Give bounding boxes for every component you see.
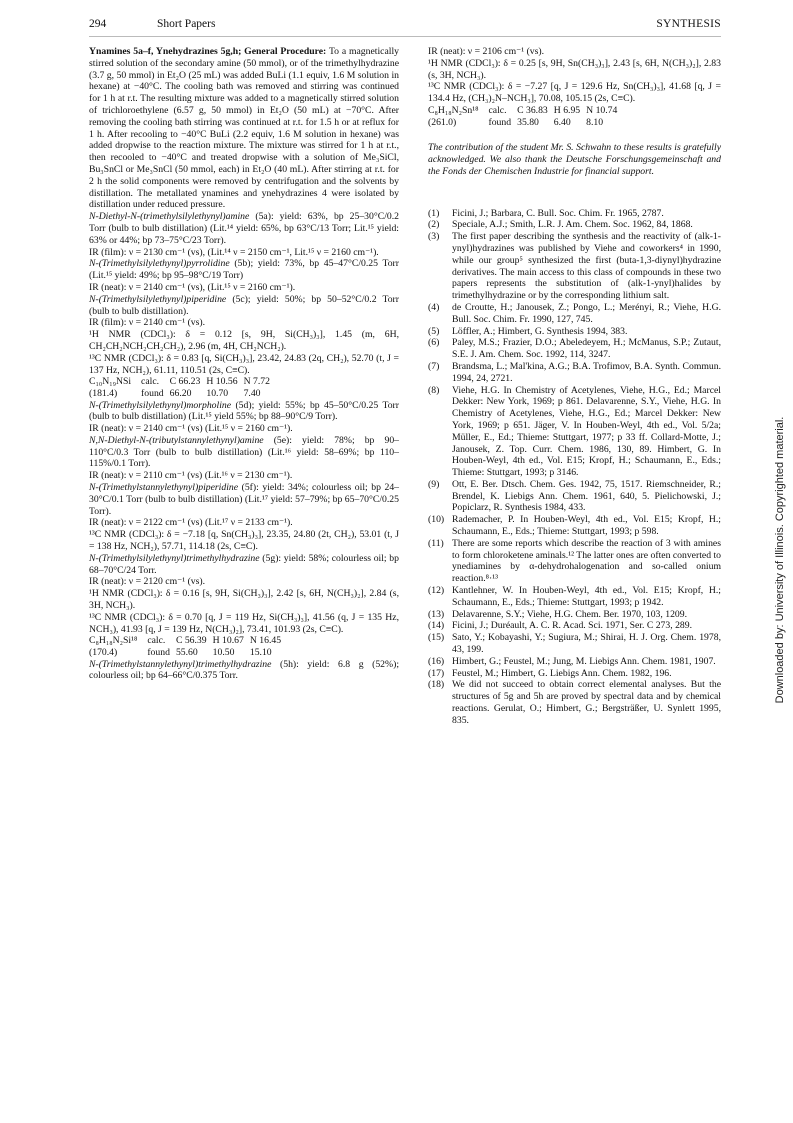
- compound-name: N-(Trimethylsilylethynyl)piperidine: [89, 293, 227, 305]
- compound-summary: : yield: 6.8 g (52%); colourless oil; bp 64–66°C/0.375 Torr.: [89, 658, 400, 682]
- reference-number: (17): [428, 667, 445, 679]
- compound-entry: [89, 659, 399, 683]
- reference-number: (1): [428, 207, 440, 219]
- reference-number: (2): [428, 219, 440, 231]
- compound-entry: [89, 400, 399, 424]
- reference-number: (16): [428, 655, 445, 667]
- compound-label: (5a): [255, 211, 271, 223]
- compound-name: N-Diethyl-N-(trimethylsilylethynyl)amine: [89, 211, 250, 223]
- compound-summary: ; yield: 73%, bp 45–47°C/0.25 Torr (Lit.¹⁵ yield: 49%; bp 95–98°C/19 Torr): [89, 258, 400, 282]
- reference-number: (9): [428, 478, 440, 490]
- analysis-row: [428, 117, 623, 129]
- reference-text: Ott, E. Ber. Dtsch. Chem. Ges. 1942, 75, 1517. Riemschneider, R.; Brendel, K. Liebigs Ann. Chem. 1961, 640, 5. Pielichowski, J.; Popiclarz, R. Synthesis 1984, 433.: [452, 478, 721, 514]
- analysis-value: 8.10: [586, 116, 604, 128]
- reference-item: [428, 656, 721, 668]
- analysis-value: H 10.56: [206, 376, 238, 388]
- right-column: [428, 46, 721, 727]
- analysis-label: found: [141, 387, 164, 399]
- analysis-formula: (181.4): [89, 387, 118, 399]
- analysis-row: [89, 647, 287, 659]
- spectral-data: IR (neat): ν = 2122 cm⁻¹ (vs) (Lit.¹⁷ ν = 2133 cm⁻¹).: [89, 517, 293, 529]
- analysis-value: C 56.39: [175, 635, 207, 647]
- procedure-text: To a magnetically stirred solution of the secondary amine (50 mmol), or of the trimethylhydrazine (3.7 g, 50 mmol) in Et₂O (25 mL) was added BuLi (1.1 equiv, 1.6 M solution in hexane) at −40°C. The cooling bath was removed and stirring was continued for 1 h at r.t. The resulting mixture was added to a magnetically stirred solution of trichloroethylene (6.57 g, 50 mmol) in Et₂O (50 mL) at −70°C. After removing the cooling bath stirring was continued at r.t. for 1.5 h or at reflux for 1 h. After recooling to −40°C BuLi (2.2 equiv, 1.6 M solution in hexane) was added dropwise to the reaction mixture. The mixture was stirred for 1 h at r.t., then recooled to −40°C and treated dropwise with a solution of Me₃SiCl, Bu₃SnCl or Me₃SnCl (50 mmol, each) in Et₂O (40 mL). After stirring at r.t. for 2 h the solid components were removed by centrifugation and the solvents by distillation. The metallated ynamines and ynehydrazines 4 were isolated by distillation under reduced pressure.: [89, 46, 400, 211]
- reference-item: [428, 679, 721, 726]
- procedure-paragraph: [89, 46, 399, 211]
- analysis-value: 55.60: [175, 647, 198, 659]
- spectral-data: ¹³C NMR (CDCl₃): δ = −7.27 [q, J = 129.6 Hz, Sn(CH₃)₃], 41.68 [q, J = 134.4 Hz, (CH₃)₂N–NCH₃], 70.08, 105.15 (2s, C≡C).: [428, 81, 721, 105]
- compound-entry: [89, 553, 399, 577]
- analysis-formula: (170.4): [89, 647, 118, 659]
- reference-number: (18): [428, 679, 445, 691]
- analysis-value: 15.10: [249, 647, 272, 659]
- analysis-label: calc.: [488, 104, 507, 116]
- reference-text: Ficini, J.; Duréault, A. C. R. Acad. Sci. 1971, Ser. C 273, 289.: [452, 620, 693, 632]
- reference-item: [428, 231, 721, 302]
- spectral-data: ¹H NMR (CDCl₃): δ = 0.16 [s, 9H, Si(CH₃)₃], 2.42 [s, 6H, N(CH₃)₂], 2.84 (s, 3H, NCH₃).: [89, 588, 399, 612]
- compound-entry: [89, 258, 399, 282]
- compound-summary: : yield: 63%, bp 25–30°C/0.2 Torr (bulb to bulb distillation) (Lit.¹⁴ yield: 65%, bp 63°C/13 Torr; Lit.¹⁵ yield: 63% or 44%; bp 73–75°C/23 Torr).: [89, 211, 399, 246]
- compound-summary: : yield: 78%; bp 90–110°C/0.3 Torr (bulb to bulb distillation) (Lit.¹⁶ yield: 58–69%; bp 110–115%/0.1 Torr).: [89, 434, 400, 470]
- page-number: 294: [89, 18, 107, 30]
- analysis-value: 35.80: [517, 116, 539, 128]
- reference-text: Paley, M.S.; Frazier, D.O.; Abeledeyem, H.; McManus, S.P.; Zutaut, S.E. J. Am. Chem. Soc. 1992, 114, 3247.: [452, 337, 721, 361]
- reference-text: We did not succeed to obtain correct elemental analyses. But the structures of 5g and 5h are proved by spectral data and by chemical reactions. Gerulat, O.; Himbert, G.; Bergsträßer, U. Synlett 1995, 835.: [452, 679, 721, 726]
- reference-text: Viehe, H.G. In Chemistry of Acetylenes, Viehe, H.G., Ed.; Marcel Dekker: New York, 1969; p 861. Delavarenne, S.Y., Viehe, H.G. In Chemistry of Acetylenes, Viehe, H.G., Ed.; Marcel Dekker: New York, 1969; p 651. Jäger, V. In Houben-Weyl, 4th ed., Vol. 5/2a; Müller, E., Ed.; Thieme: Stuttgart, 1977; p 33 ff. Collard-Motte, J.; Janousek, Z. Top. Curr. Chem. 1986, 130, 89. Himbert, G. In Houben-Weyl, 4th ed., Vol. E15; Kropf, H.; Schaumann, E., Eds.; Thieme: Stuttgart, 1993; p 3146.: [452, 384, 721, 479]
- download-watermark-text: Downloaded by: University of Illinois. Copyrighted material.: [774, 416, 786, 704]
- spectral-data: ¹H NMR (CDCl₃): δ = 0.25 [s, 9H, Sn(CH₃)₃], 2.43 [s, 6H, N(CH₃)₂], 2.83 (s, 3H, NCH₃).: [428, 57, 721, 81]
- spectral-data: IR (neat): ν = 2106 cm⁻¹ (vs).: [428, 46, 545, 57]
- reference-text: There are some reports which describe the reaction of 3 with amines to form chloroketene aminals.¹² The latter ones are often converted to ynediamines by α-dehydrohalogenation and so-called onium reaction.⁸·¹³: [452, 537, 721, 585]
- analysis-label: found: [488, 116, 512, 128]
- spectral-data: ¹³C NMR (CDCl₃): δ = −7.18 [q, Sn(CH₃)₃], 23.35, 24.80 (2t, CH₂), 53.01 (t, J = 138 Hz, NCH₂), 57.71, 114.18 (2s, C≡C).: [89, 529, 399, 553]
- compound-label: (5h): [280, 658, 297, 670]
- compound-name: N-(Trimethylsilylethynyl)pyrrolidine: [89, 258, 230, 270]
- compound-summary: : yield: 58%; colourless oil; bp 68–70°C/24 Torr.: [89, 552, 399, 576]
- analysis-label: found: [147, 647, 170, 659]
- page-header: [89, 18, 721, 37]
- section-title: Short Papers: [157, 18, 216, 30]
- reference-text: Feustel, M.; Himbert, G. Liebigs Ann. Chem. 1982, 196.: [452, 667, 672, 679]
- analysis-value: N 10.74: [586, 104, 618, 116]
- spectral-data: IR (neat): ν = 2110 cm⁻¹ (vs) (Lit.¹⁶ ν = 2130 cm⁻¹).: [89, 470, 293, 482]
- compound-entry: [89, 435, 399, 470]
- compound-list: [89, 211, 399, 682]
- reference-item: [428, 385, 721, 479]
- reference-text: Kantlehner, W. In Houben-Weyl, 4th ed., Vol. E15; Kropf, H.; Schaumann, E., Eds.; Thieme: Stuttgart, 1993; p 1942.: [452, 585, 721, 608]
- reference-item: [428, 620, 721, 632]
- analysis-value: 6.40: [553, 116, 571, 128]
- compound-summary: ; yield: 50%; bp 50–52°C/0.2 Torr (bulb to bulb distillation).: [89, 293, 399, 317]
- analysis-row: [89, 388, 276, 400]
- compound-label: (5e): [273, 434, 290, 446]
- analysis-value: C 36.83: [517, 104, 548, 116]
- analysis-value: N 7.72: [243, 376, 270, 388]
- reference-item: [428, 585, 721, 609]
- spectral-data: ¹H NMR (CDCl₃): δ = 0.12 [s, 9H, Si(CH₃)₃], 1.45 (m, 6H, CH₂CH₂NCH₂CH₂CH₂), 2.96 (m, 4H, CH₂NCH₂).: [89, 329, 399, 352]
- reference-item: [428, 302, 721, 326]
- procedure-title: Ynamines 5a–f, Ynehydrazines 5g,h; General Procedure:: [89, 46, 327, 57]
- analysis-value: H 10.67: [212, 635, 244, 647]
- compound-5h-data: [428, 46, 721, 128]
- compound-name: N-(Trimethylsilylethynyl)morpholine: [89, 399, 232, 411]
- analysis-formula: (261.0): [428, 116, 457, 128]
- elemental-analysis: [89, 376, 276, 399]
- reference-text: Speciale, A.J.; Smith, L.R. J. Am. Chem. Soc. 1962, 84, 1868.: [452, 219, 693, 231]
- reference-text: The first paper describing the synthesis and the reactivity of (alk-1-ynyl)hydrazines was published by Viehe and coworkers⁴ in 1990, while our group⁵ synthesized the first (buta-1,3-diynyl)hydrazine derivatives. The main access to this class of compounds in these two papers represents the substitution of (alk-1-ynyl)halides by trimethylhydrazine or by the corresponding lithium salt.: [452, 231, 721, 302]
- reference-number: (5): [428, 325, 440, 337]
- reference-number: (10): [428, 514, 445, 526]
- reference-item: [428, 219, 721, 231]
- reference-number: (11): [428, 537, 444, 549]
- compound-label: (5d): [235, 399, 252, 411]
- reference-item: [428, 632, 721, 656]
- reference-number: (13): [428, 608, 445, 620]
- elemental-analysis: [89, 635, 287, 658]
- analysis-formula: C₈H₁₈N₂Sn¹⁸: [428, 104, 479, 116]
- journal-name: SYNTHESIS: [656, 18, 721, 30]
- analysis-value: N 16.45: [249, 635, 282, 647]
- reference-number: (7): [428, 360, 440, 372]
- reference-text: Himbert, G.; Feustel, M.; Jung, M. Liebigs Ann. Chem. 1981, 1907.: [452, 655, 716, 667]
- spectral-data: IR (neat): ν = 2120 cm⁻¹ (vs).: [89, 576, 206, 588]
- compound-label: (5c): [232, 293, 248, 305]
- elemental-analysis: [428, 105, 623, 128]
- reference-list: [428, 208, 721, 727]
- reference-item: [428, 609, 721, 621]
- download-watermark: [772, 300, 788, 820]
- reference-number: (14): [428, 620, 445, 632]
- compound-entry: [89, 294, 399, 318]
- compound-entry: [89, 482, 399, 517]
- spectral-data: IR (film): ν = 2140 cm⁻¹ (vs).: [89, 317, 206, 329]
- analysis-value: 10.50: [212, 647, 235, 659]
- reference-text: Ficini, J.; Barbara, C. Bull. Soc. Chim. Fr. 1965, 2787.: [452, 207, 664, 219]
- analysis-value: 66.20: [169, 387, 192, 399]
- reference-text: Rademacher, P. In Houben-Weyl, 4th ed., Vol. E15; Kropf, H.; Schaumann, E., Eds.; Thieme: Stuttgart, 1993; p 598.: [452, 514, 721, 538]
- analysis-row: [428, 105, 623, 117]
- spectral-data: IR (film): ν = 2130 cm⁻¹ (vs), (Lit.¹⁴ ν = 2150 cm⁻¹, Lit.¹⁵ ν = 2160 cm⁻¹).: [89, 246, 379, 258]
- reference-item: [428, 514, 721, 538]
- analysis-value: H 6.95: [553, 104, 581, 116]
- analysis-row: [89, 635, 287, 647]
- analysis-formula: C₁₀N₁₉NSi: [89, 376, 132, 388]
- compound-label: (5g): [262, 552, 279, 564]
- reference-item: [428, 326, 721, 338]
- reference-number: (12): [428, 585, 445, 597]
- compound-entry: [89, 211, 399, 246]
- reference-text: Brandsma, L.; Mal'kina, A.G.; B.A. Trofimov, B.A. Synth. Commun. 1994, 24, 2721.: [452, 360, 721, 384]
- spectral-data: IR (neat): ν = 2140 cm⁻¹ (vs) (Lit.¹⁵ ν = 2160 cm⁻¹).: [89, 423, 293, 435]
- analysis-label: calc.: [147, 635, 166, 647]
- reference-item: [428, 208, 721, 220]
- reference-text: Delavarenne, S.Y.; Viehe, H.G. Chem. Ber. 1970, 103, 1209.: [452, 608, 688, 620]
- reference-item: [428, 668, 721, 680]
- analysis-value: 10.70: [206, 387, 229, 399]
- acknowledgement: The contribution of the student Mr. S. Schwahn to these results is gratefully acknowledged. We also thank the Deutsche Forschungsgemeinschaft and the Fonds der Chemischen Industrie for financial support.: [428, 142, 721, 177]
- left-column: [89, 46, 399, 682]
- reference-number: (6): [428, 337, 440, 349]
- compound-summary: : yield: 34%; colourless oil; bp 24–30°C/0.1 Torr (bulb to bulb distillation) (Lit.¹⁷ yield: 57–79%; bp 65–70°C/0.25 Torr).: [89, 482, 400, 517]
- analysis-value: C 66.23: [169, 376, 201, 388]
- reference-number: (8): [428, 384, 440, 396]
- spectral-data: IR (neat): ν = 2140 cm⁻¹ (vs), (Lit.¹⁵ ν = 2160 cm⁻¹).: [89, 281, 296, 293]
- analysis-row: [89, 376, 276, 388]
- reference-text: Löffler, A.; Himbert, G. Synthesis 1994, 383.: [452, 325, 628, 337]
- compound-summary: ; yield: 55%; bp 45–50°C/0.25 Torr (bulb to bulb distillation) (Lit.¹⁵ yield 55%; bp 88–90°C/9 Torr).: [89, 399, 399, 423]
- spectral-data: ¹³C NMR (CDCl₃): δ = 0.70 [q, J = 119 Hz, Si(CH₃)₃], 41.56 (q, J = 135 Hz, NCH₃), 41.93 [q, J = 139 Hz, N(CH₃)₂], 73.41, 101.93 (2s, C≡C).: [89, 611, 399, 635]
- reference-number: (3): [428, 231, 440, 243]
- reference-item: [428, 337, 721, 361]
- compound-name: N,N-Diethyl-N-(tributylstannylethynyl)amine: [89, 434, 264, 446]
- reference-text: de Croutte, H.; Janousek, Z.; Pongo, L.; Merényi, R.; Viehe, H.G. Bull. Soc. Chim. Fr. 1990, 127, 745.: [452, 301, 721, 325]
- compound-name: N-(Trimethylsilylethynyl)trimethylhydrazine: [89, 552, 260, 564]
- spectral-data: ¹³C NMR (CDCl₃): δ = 0.83 [q, Si(CH₃)₃], 23.42, 24.83 (2q, CH₂), 52.70 (t, J = 137 Hz, NCH₂), 61.11, 110.51 (2s, C≡C).: [89, 352, 399, 376]
- reference-text: Sato, Y.; Kobayashi, Y.; Sugiura, M.; Shirai, H. J. Org. Chem. 1978, 43, 199.: [452, 632, 721, 656]
- analysis-formula: C₈H₁₈N₂Si¹⁸: [89, 635, 138, 647]
- reference-number: (4): [428, 301, 440, 313]
- analysis-label: calc.: [141, 376, 160, 388]
- compound-label: (5f): [241, 482, 257, 494]
- reference-item: [428, 479, 721, 514]
- compound-name: N-(Trimethylstannylethynyl)piperidine: [89, 482, 239, 494]
- reference-number: (15): [428, 632, 445, 644]
- reference-item: [428, 538, 721, 585]
- compound-label: (5b): [234, 258, 251, 270]
- compound-name: N-(Trimethylstannylethynyl)trimethylhydrazine: [89, 658, 272, 670]
- analysis-value: 7.40: [243, 387, 261, 399]
- reference-item: [428, 361, 721, 385]
